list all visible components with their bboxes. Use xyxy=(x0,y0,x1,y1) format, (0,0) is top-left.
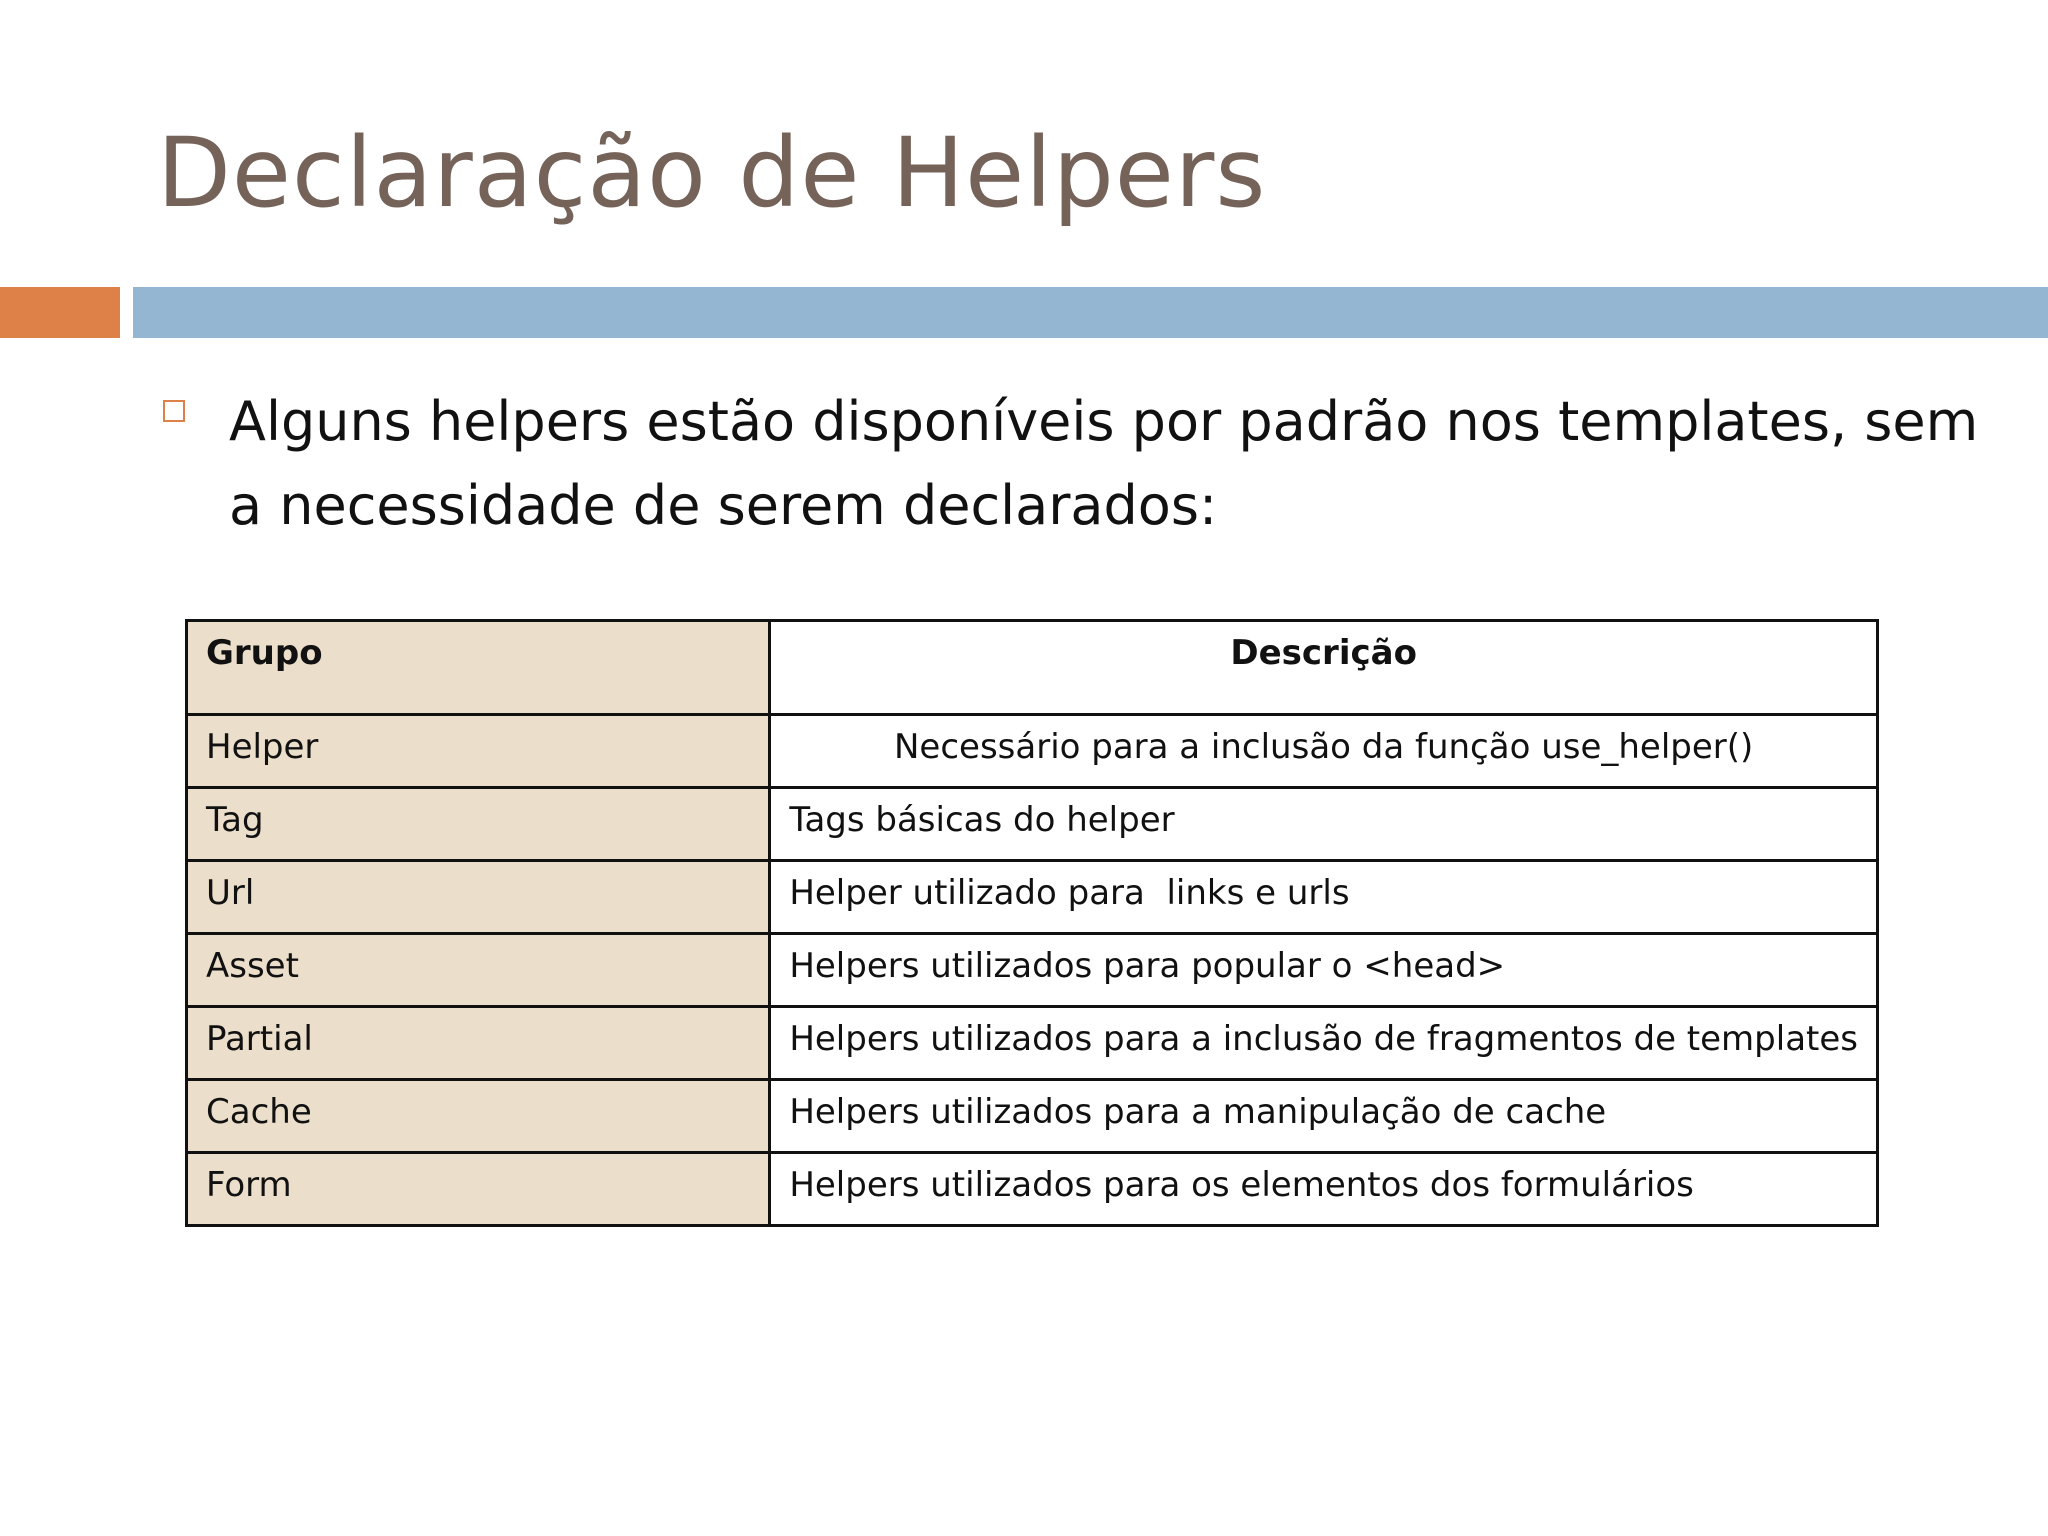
group-cell: Form xyxy=(187,1153,770,1226)
helpers-table xyxy=(185,619,1879,1227)
description-cell: Tags básicas do helper xyxy=(770,788,1878,861)
table-row xyxy=(187,1080,1878,1153)
bullet-text: Alguns helpers estão disponíveis por padrão nos templates, sem a necessidade de serem declarados: xyxy=(229,390,1979,537)
description-cell: Helpers utilizados para os elementos dos formulários xyxy=(770,1153,1878,1226)
group-cell: Asset xyxy=(187,934,770,1007)
description-cell: Helpers utilizados para popular o <head> xyxy=(770,934,1878,1007)
table-row xyxy=(187,1153,1878,1226)
table-row xyxy=(187,861,1878,934)
table-row xyxy=(187,934,1878,1007)
table-header-row xyxy=(187,621,1878,715)
column-header-description: Descrição xyxy=(770,621,1878,715)
description-cell: Helpers utilizados para a inclusão de fragmentos de templates xyxy=(770,1007,1878,1080)
group-cell: Cache xyxy=(187,1080,770,1153)
description-cell: Helper utilizado para links e urls xyxy=(770,861,1878,934)
group-cell: Partial xyxy=(187,1007,770,1080)
table-row xyxy=(187,715,1878,788)
description-cell: Helpers utilizados para a manipulação de cache xyxy=(770,1080,1878,1153)
slide-title: Declaração de Helpers xyxy=(157,117,1267,229)
group-cell: Helper xyxy=(187,715,770,788)
column-header-group: Grupo xyxy=(187,621,770,715)
accent-bar-blue xyxy=(133,287,2048,338)
group-cell: Url xyxy=(187,861,770,934)
group-cell: Tag xyxy=(187,788,770,861)
square-bullet-icon xyxy=(163,400,185,422)
description-cell: Necessário para a inclusão da função use_helper() xyxy=(770,715,1878,788)
table-row xyxy=(187,1007,1878,1080)
accent-bar-orange xyxy=(0,287,120,338)
table-row xyxy=(187,788,1878,861)
